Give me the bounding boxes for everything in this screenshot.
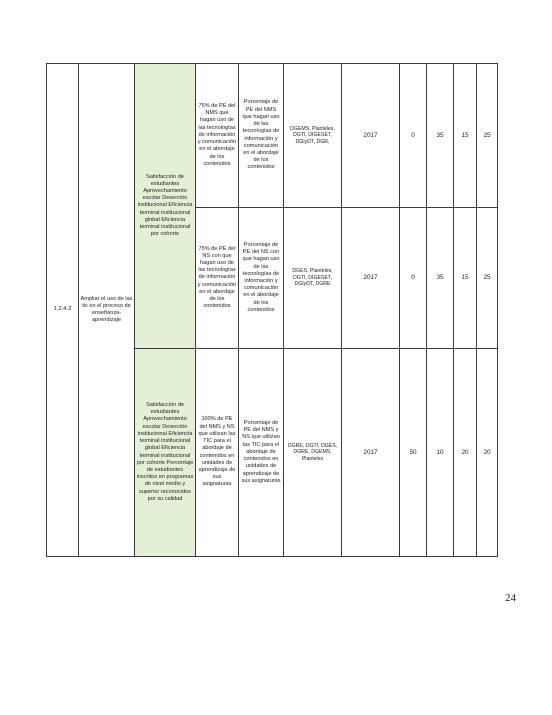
goal-cell: 75% de PE del NS con que hagan uso de las tecnologías de información y comunicación en el abordaje de los contenidos <box>196 208 239 349</box>
measure-cell: Porcentaje de PE del NMS y NS que utilizan las TIC para el abordaje de contenidos en unidades de aprendizaje de sus asignaturas <box>239 349 284 557</box>
measure-cell: Porcentaje de PE del NMS que hagan uso de las tecnologías de información y comunicación en el abordaje de los contenidos <box>239 64 284 208</box>
value-cell: 25 <box>477 64 498 208</box>
table-row <box>47 64 498 208</box>
action-code: 1.2.4.2 <box>47 64 79 557</box>
value-cell: 10 <box>427 349 454 557</box>
value-cell: 35 <box>427 64 454 208</box>
value-cell: 15 <box>454 208 477 349</box>
value-cell: 15 <box>454 64 477 208</box>
value-cell: 0 <box>400 64 427 208</box>
measure-cell: Porcentaje de PE del NS con que hagan uso de las tecnologías de información y comunicación en el abordaje de los contenidos <box>239 208 284 349</box>
goal-cell: 100% de PE del NMS y NS que utilizan las TIC para el abordaje de contenidos en unidades de aprendizaje de sus asignaturas <box>196 349 239 557</box>
value-cell: 35 <box>427 208 454 349</box>
indicators-cell: Satisfacción de estudiantes Aprovechamiento escolar Deserción institucional Eficiencia terminal institucional global Eficiencia terminal institucional por cohorte <box>135 64 196 349</box>
year-cell: 2017 <box>342 349 400 557</box>
value-cell: 50 <box>400 349 427 557</box>
value-cell: 25 <box>477 208 498 349</box>
responsible-cell: DGES, Planteles, DGTI, DIGESET, DGIyDT, DGRE <box>284 208 342 349</box>
indicators-cell: Satisfacción de estudiantes Aprovechamiento escolar Deserción institucional Eficiencia terminal institucional global Eficiencia terminal institucional por cohorte Porcentaje de estudiantes inscritos en programas de nivel medio y superior reconocidos por su calidad <box>135 349 196 557</box>
goals-table <box>46 63 498 557</box>
year-cell: 2017 <box>342 208 400 349</box>
value-cell: 0 <box>400 208 427 349</box>
value-cell: 20 <box>454 349 477 557</box>
goal-cell: 75% de PE del NMS que hagan uso de las tecnologías de información y comunicación en el abordaje de los contenidos <box>196 64 239 208</box>
responsible-cell: DGRE, DGTI, DGES, DGRE, DGEMS, Planteles <box>284 349 342 557</box>
value-cell: 20 <box>477 349 498 557</box>
action-description: Ampliar el uso de las tic en el proceso de enseñanza-aprendizaje <box>79 64 135 557</box>
responsible-cell: DGEMS, Planteles, DGTI, DIGESET, DGIyDT, DGR, <box>284 64 342 208</box>
year-cell: 2017 <box>342 64 400 208</box>
page-number: 24 <box>505 592 516 604</box>
